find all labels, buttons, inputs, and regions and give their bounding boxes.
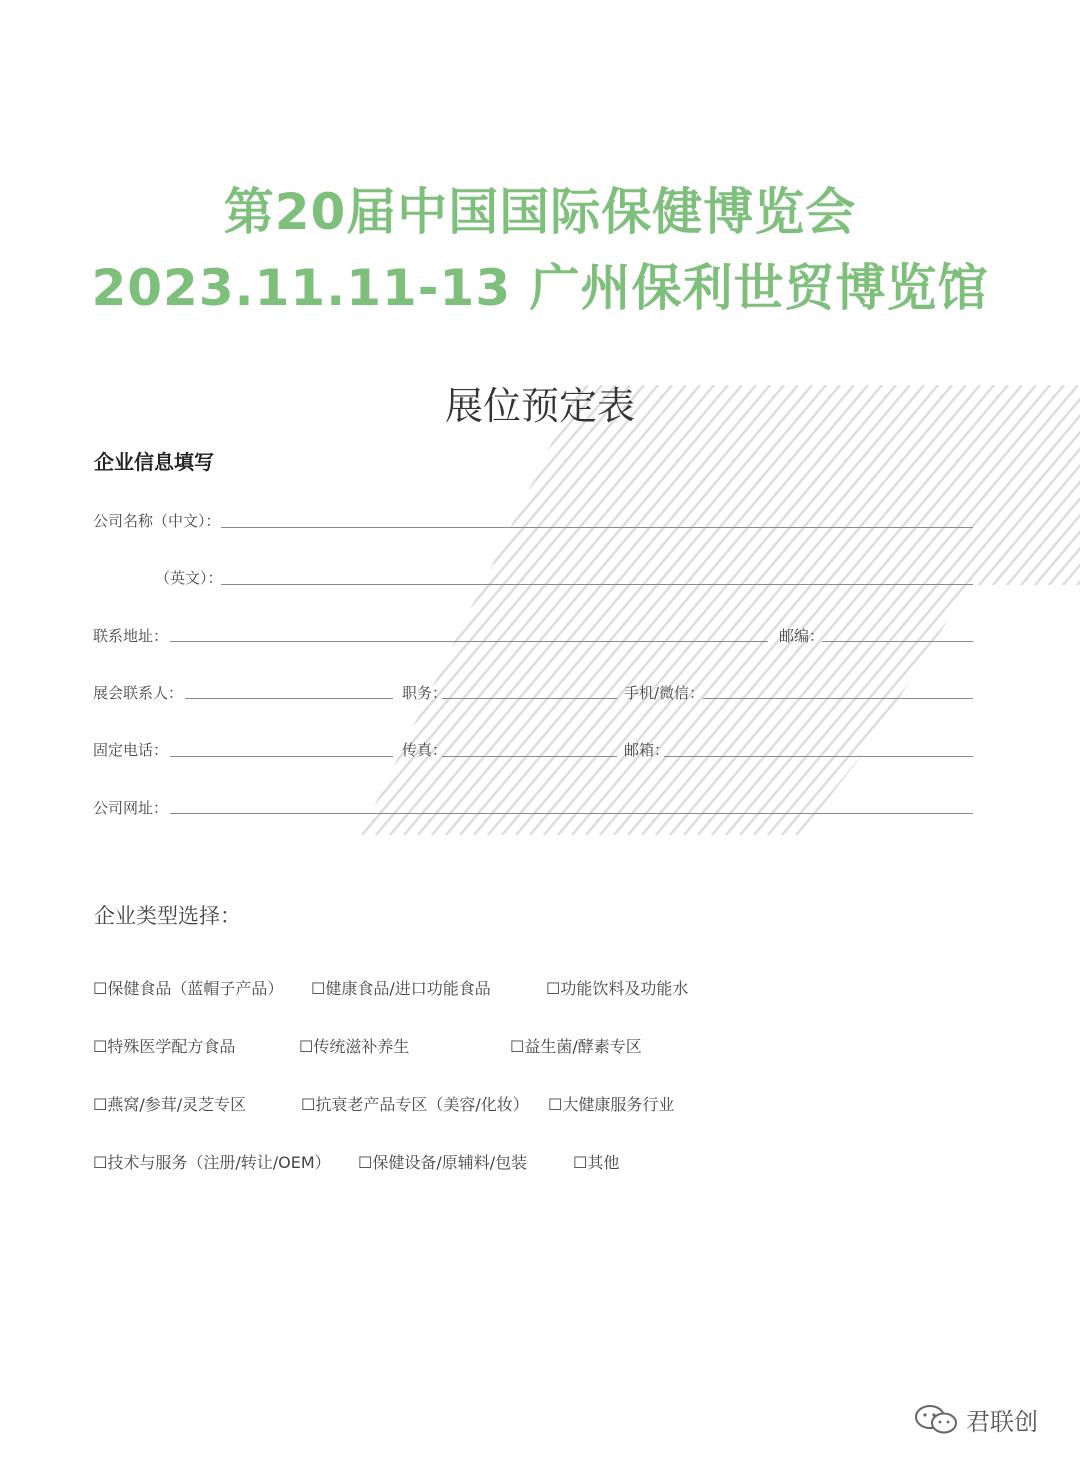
option-other[interactable]: ☐其他 [573,1153,620,1172]
website-label: 公司网址： [93,799,169,817]
email-label: 邮箱： [624,741,670,759]
mobile-wechat-line[interactable] [703,698,973,699]
company-type-heading: 企业类型选择： [94,904,241,928]
hatch-line [330,385,462,835]
diagonal-hatch-decoration [330,385,1080,835]
option-equipment-materials[interactable]: ☐保健设备/原辅料/包装 [358,1153,528,1172]
hatch-line [1034,385,1080,835]
option-medical-formula-food[interactable]: ☐特殊医学配方食品 [93,1037,236,1056]
option-anti-aging[interactable]: ☐抗衰老产品专区（美容/化妆） [301,1095,529,1114]
option-probiotics-enzymes[interactable]: ☐益生菌/酵素专区 [510,1037,642,1056]
wechat-icon [912,1404,962,1436]
hatch-line [1006,385,1080,835]
mobile-wechat-label: 手机/微信： [624,684,705,702]
hatch-line [922,385,1080,835]
contact-person-line[interactable] [185,698,393,699]
postcode-label: 邮编： [779,627,825,645]
option-healthy-imported-food[interactable]: ☐健康食品/进口功能食品 [311,979,491,998]
hatch-line [330,385,686,835]
hatch-line [330,385,588,835]
hatch-line [330,385,602,835]
address-label: 联系地址： [93,627,169,645]
postcode-line[interactable] [822,641,973,642]
hatch-line [330,385,644,835]
hatch-line [330,385,546,835]
hatch-line [950,385,1080,835]
option-health-services[interactable]: ☐大健康服务行业 [548,1095,675,1114]
option-functional-drinks[interactable]: ☐功能饮料及功能水 [546,979,689,998]
website-line[interactable] [170,813,973,814]
hatch-line [330,385,336,835]
landline-line[interactable] [170,756,393,757]
hatch-line [330,385,476,835]
contact-person-label: 展会联系人： [93,684,184,702]
position-label: 职务： [402,684,448,702]
company-name-cn-line[interactable] [221,527,973,528]
option-birdnest-ginseng[interactable]: ☐燕窝/参茸/灵芝专区 [93,1095,247,1114]
address-line[interactable] [170,641,768,642]
fax-line[interactable] [442,756,617,757]
hatch-line [330,385,378,835]
position-line[interactable] [442,698,617,699]
watermark-text: 君联创 [966,1408,1038,1436]
company-info-heading: 企业信息填写 [94,450,214,474]
option-traditional-tonic[interactable]: ☐传统滋补养生 [299,1037,410,1056]
hatch-line [330,385,392,835]
option-tech-services[interactable]: ☐技术与服务（注册/转让/OEM） [93,1153,331,1172]
form-title: 展位预定表 [444,384,635,428]
hatch-line [330,385,490,835]
email-line[interactable] [664,756,973,757]
company-name-en-line[interactable] [221,584,973,585]
hatch-line [330,385,630,835]
option-health-food-bluehat[interactable]: ☐保健食品（蓝帽子产品） [93,979,284,998]
hatch-line [330,385,406,835]
company-name-en-label: （英文）： [155,569,223,587]
watermark [912,1402,1062,1438]
fax-label: 传真： [402,741,448,759]
expo-title: 第20届中国国际保健博览会 [223,183,857,241]
hatch-line [330,385,448,835]
hatch-line [330,385,364,835]
landline-label: 固定电话： [93,741,169,759]
hatch-line [330,385,504,835]
company-name-cn-label: 公司名称（中文）： [93,512,221,530]
expo-date-venue: 2023.11.11-13 广州保利世贸博览馆 [91,259,989,317]
hatch-line [330,385,350,835]
